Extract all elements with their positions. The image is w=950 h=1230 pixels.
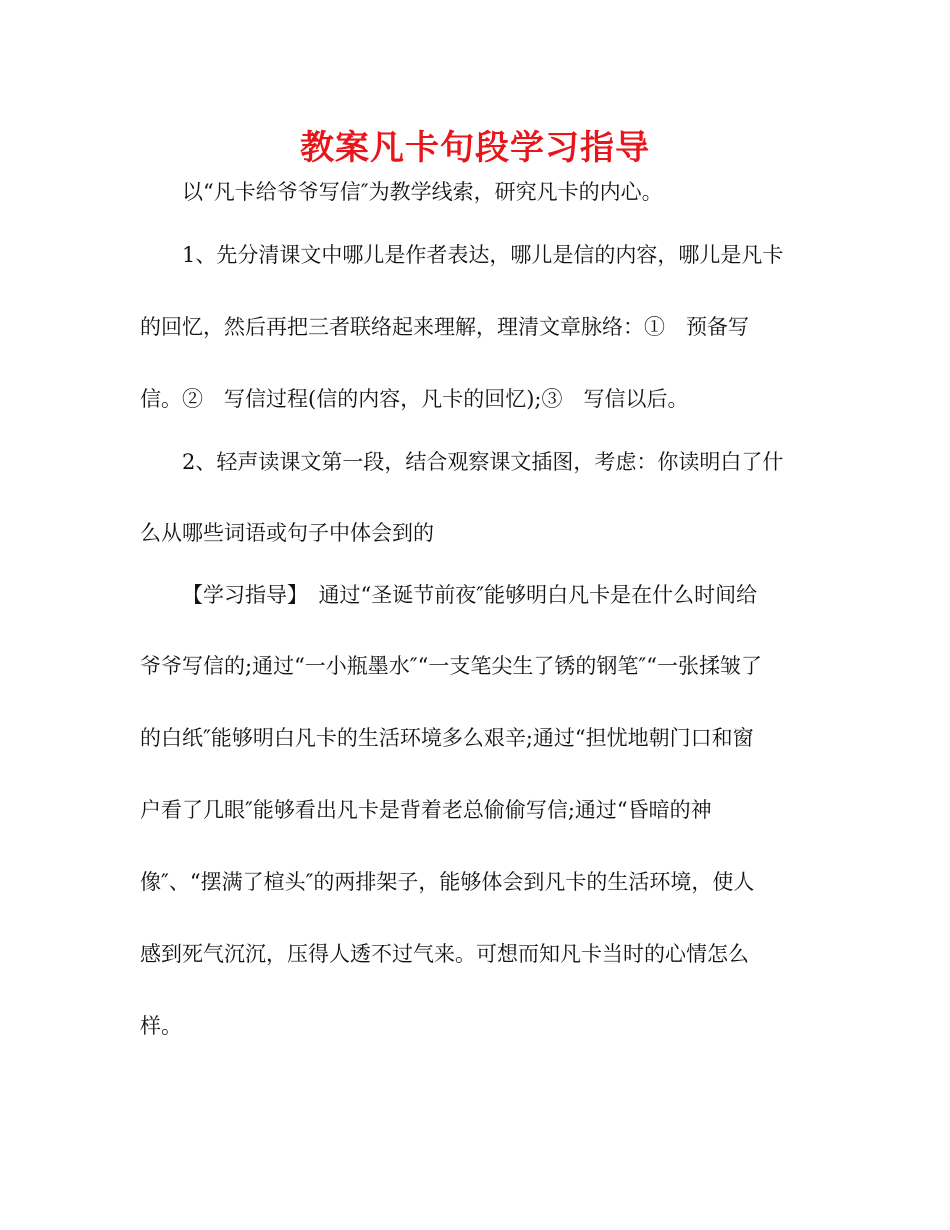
paragraph-intro: 以“凡卡给爷爷写信″为教学线索，研究凡卡的内心。: [182, 180, 663, 204]
guidance-line-4: 户看了几眼″能够看出凡卡是背着老总偷偷写信;通过“昏暗的神: [140, 798, 712, 822]
guidance-line-3: 的白纸″能够明白凡卡的生活环境多么艰辛;通过“担忧地朝门口和窗: [140, 726, 754, 750]
guidance-line-5: 像″、“摆满了楦头″的两排架子，能够体会到凡卡的生活环境，使人: [140, 870, 755, 894]
paragraph-2-line-1: 2、轻声读课文第一段，结合观察课文插图，考虑：你读明白了什: [182, 450, 784, 474]
guidance-line-7: 样。: [140, 1014, 182, 1038]
paragraph-1-line-1: 1、先分清课文中哪儿是作者表达，哪儿是信的内容，哪儿是凡卡: [182, 243, 784, 267]
paragraph-1-line-2: 的回忆，然后再把三者联络起来理解，理清文章脉络：① 预备写: [140, 315, 749, 339]
guidance-line-2: 爷爷写信的;通过“一小瓶墨水″“一支笔尖生了锈的钢笔″“一张揉皱了: [140, 654, 762, 678]
guidance-line-6: 感到死气沉沉，压得人透不过气来。可想而知凡卡当时的心情怎么: [140, 942, 749, 966]
paragraph-1-line-3: 信。② 写信过程(信的内容，凡卡的回忆);③ 写信以后。: [140, 387, 689, 411]
document-title: 教案凡卡句段学习指导: [300, 128, 650, 168]
guidance-line-1: 【学习指导】 通过“圣诞节前夜″能够明白凡卡是在什么时间给: [182, 583, 758, 607]
paragraph-2-line-2: 么从哪些词语或句子中体会到的: [140, 521, 434, 545]
